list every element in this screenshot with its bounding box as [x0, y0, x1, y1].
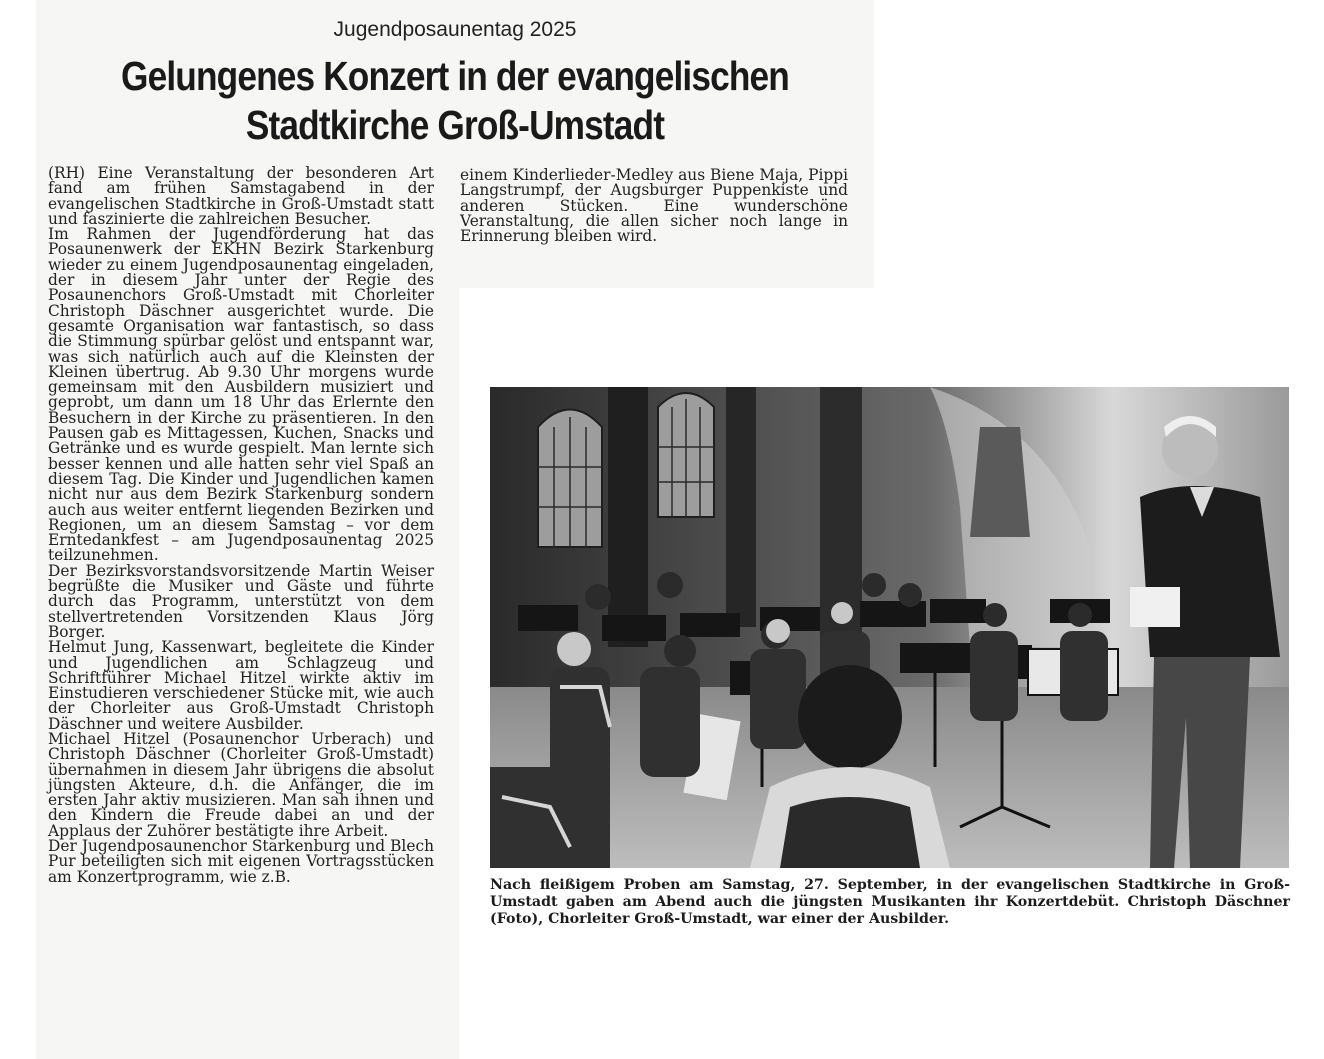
paragraph-intro: (RH) Eine Veranstaltung der besonderen Art fand am frühen Samstagabend in der evangelischen Stadtkirche in Groß-Umstadt statt und faszinierte die zahlreichen Besucher.: [48, 164, 434, 228]
paragraph-conclusion: einem Kinderlieder-Medley aus Biene Maja, Pippi Langstrumpf, der Augsburger Puppenkiste und anderen Stücken. Eine wunderschöne Veranstaltung, die allen sicher noch lange in Erinnerung bleiben wird.: [460, 166, 848, 246]
headline-line-2: Stadtkirche Groß-Umstadt: [245, 102, 665, 148]
article-right-column: [460, 168, 848, 244]
paragraph-helpers: Helmut Jung, Kassenwart, begleitete die Kinder und Jugendlichen am Schlagzeug und Schriftführer Michael Hitzel wirkte aktiv im Einstudieren verschiedener Stücke mit, wie auch der Chorleiter aus Groß-Umstadt Christoph Däschner und weitere Ausbilder.: [48, 638, 434, 733]
paragraph-beginners: Michael Hitzel (Posaunenchor Urberach) und Christoph Däschner (Chorleiter Groß-Umstadt) übernahmen in diesem Jahr übrigens die absolut jüngsten Akteure, d.h. die Anfänger, die im ersten Jahr aktiv musizieren. Man sah ihnen und den Kindern die Freude dabei an und der Applaus der Zuhörer bestätigte ihre Arbeit.: [48, 729, 434, 840]
headline-line-1: Gelungenes Konzert in der evangelischen: [121, 53, 789, 99]
article-left-column: [48, 166, 434, 885]
photo-caption: Nach fleißigem Proben am Samstag, 27. September, in der evangelischen Stadtkirche in Groß-Umstadt gaben am Abend auch die jüngsten Musikanten ihr Konzertdebüt. Christoph Däschner (Foto), Chorleiter Groß-Umstadt, war einer der Ausbilder.: [490, 877, 1290, 927]
paragraph-program: Der Jugendposaunenchor Starkenburg und Blech Pur beteiligten sich mit eigenen Vortragsstücken am Konzertprogramm, wie z.B.: [48, 837, 434, 886]
paragraph-organisation: Im Rahmen der Jugendförderung hat das Posaunenwerk der EKHN Bezirk Starkenburg wieder zu einem Jugendposaunentag eingeladen, der in diesem Jahr unter der Regie des Posaunenchors Groß-Umstadt mit Chorleiter Christoph Däschner ausgerichtet wurde. Die gesamte Organisation war fantastisch, so dass die Stimmung spürbar gelöst und entspannt war, was sich natürlich auch auf die Kleinsten der Kleinen übertrug. Ab 9.30 Uhr morgens wurde gemeinsam mit den Ausbildern musiziert und geprobt, um dann um 18 Uhr das Erlernte den Besuchern in der Kirche zu präsentieren. In den Pausen gab es Mittagessen, Kuchen, Snacks und Getränke und es wurde gespielt. Man lernte sich besser kennen und alle hatten sehr viel Spaß an diesem Tag. Die Kinder und Jugendlichen kamen nicht nur aus dem Bezirk Starkenburg sondern auch aus weiter entfernt liegenden Bezirken und Regionen, um an diesem Samstag – vor dem Erntedankfest – am Jugendposaunentag 2025 teilzunehmen.: [48, 225, 434, 565]
church-rehearsal-illustration: [490, 387, 1289, 868]
article-headline: [95, 52, 816, 150]
paragraph-greeting: Der Bezirksvorstandsvorsitzende Martin Weiser begrüßte die Musiker und Gäste und führte durch das Programm, unterstützt von dem stellvertretenden Vorsitzenden Klaus Jörg Borger.: [48, 561, 434, 641]
concert-photo: [490, 387, 1289, 868]
article-kicker: Jugendposaunentag 2025: [333, 18, 577, 41]
